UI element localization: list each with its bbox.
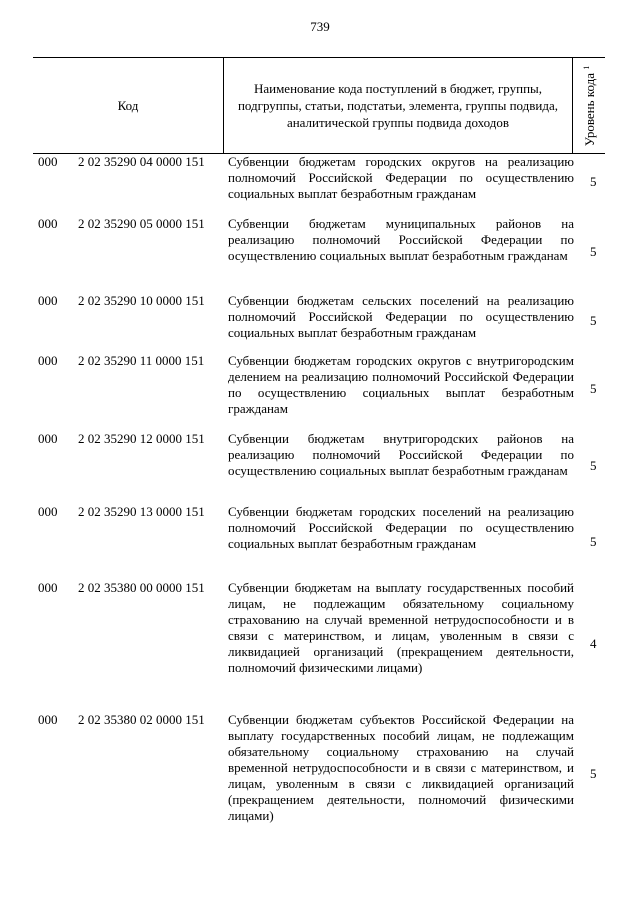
- header-level-footnote: 1: [581, 65, 591, 70]
- header-code: Код: [117, 97, 139, 113]
- admin-code: 000: [38, 504, 58, 519]
- income-name: Субвенции бюджетам городских округов на реализацию полномочий Российской Федерации по осуществлению социальных выплат безработным гражданам: [228, 154, 574, 201]
- income-code: 2 02 35290 05 0000 151: [78, 216, 205, 231]
- income-name: Субвенции бюджетам муниципальных районов на реализацию полномочий Российской Федерации по осуществлению социальных выплат безработным гражданам: [228, 216, 574, 263]
- income-code: 2 02 35380 02 0000 151: [78, 712, 205, 727]
- code-level: 5: [590, 313, 597, 328]
- header-level: [574, 58, 605, 153]
- income-code: 2 02 35290 10 0000 151: [78, 293, 205, 308]
- income-name: Субвенции бюджетам внутригородских районов на реализацию полномочий Российской Федерации по осуществлению социальных выплат безработным гражданам: [228, 431, 574, 478]
- income-code: 2 02 35290 11 0000 151: [78, 353, 205, 368]
- page-number: 739: [310, 19, 330, 34]
- admin-code: 000: [38, 580, 58, 595]
- income-code: 2 02 35290 12 0000 151: [78, 431, 205, 446]
- income-code: 2 02 35290 04 0000 151: [78, 154, 205, 169]
- income-code: 2 02 35290 13 0000 151: [78, 504, 205, 519]
- income-code: 2 02 35380 00 0000 151: [78, 580, 205, 595]
- admin-code: 000: [38, 154, 58, 169]
- header-name: Наименование кода поступлений в бюджет, группы, подгруппы, статьи, подстатьи, элемента, группы подвида, аналитической группы подвида доходов: [223, 58, 573, 153]
- income-name: Субвенции бюджетам на выплату государственных пособий лицам, не подлежащим обязательному социальному страхованию на случай временной нетрудоспособности и в связи с материнством, и лицам, уволенным в связи с ликвидацией организаций (прекращением деятельности, полномочий физическими лицами): [228, 580, 574, 675]
- income-name: Субвенции бюджетам сельских поселений на реализацию полномочий Российской Федерации по осуществлению социальных выплат безработным гражданам: [228, 293, 574, 340]
- code-level: 4: [590, 636, 597, 651]
- income-name: Субвенции бюджетам городских округов с внутригородским делением на реализацию полномочий Российской Федерации по осуществлению социальных выплат безработным гражданам: [228, 353, 574, 416]
- code-level: 5: [590, 534, 597, 549]
- code-level: 5: [590, 458, 597, 473]
- admin-code: 000: [38, 353, 58, 368]
- admin-code: 000: [38, 712, 58, 727]
- income-name: Субвенции бюджетам субъектов Российской Федерации на выплату государственных пособий лицам, не подлежащим обязательному социальному страхованию на случай временной нетрудоспособности и в связи с материнством, и лицам, уволенным в связи с ликвидацией организаций (прекращением деятельности, полномочий физическими лицами): [228, 712, 574, 823]
- code-level: 5: [590, 766, 597, 781]
- code-level: 5: [590, 381, 597, 396]
- code-level: 5: [590, 244, 597, 259]
- income-name: Субвенции бюджетам городских поселений на реализацию полномочий Российской Федерации по осуществлению социальных выплат безработным гражданам: [228, 504, 574, 551]
- admin-code: 000: [38, 431, 58, 446]
- admin-code: 000: [38, 216, 58, 231]
- header-level-label: Уровень кода: [581, 72, 597, 146]
- admin-code: 000: [38, 293, 58, 308]
- code-level: 5: [590, 174, 597, 189]
- table-header: [33, 57, 605, 154]
